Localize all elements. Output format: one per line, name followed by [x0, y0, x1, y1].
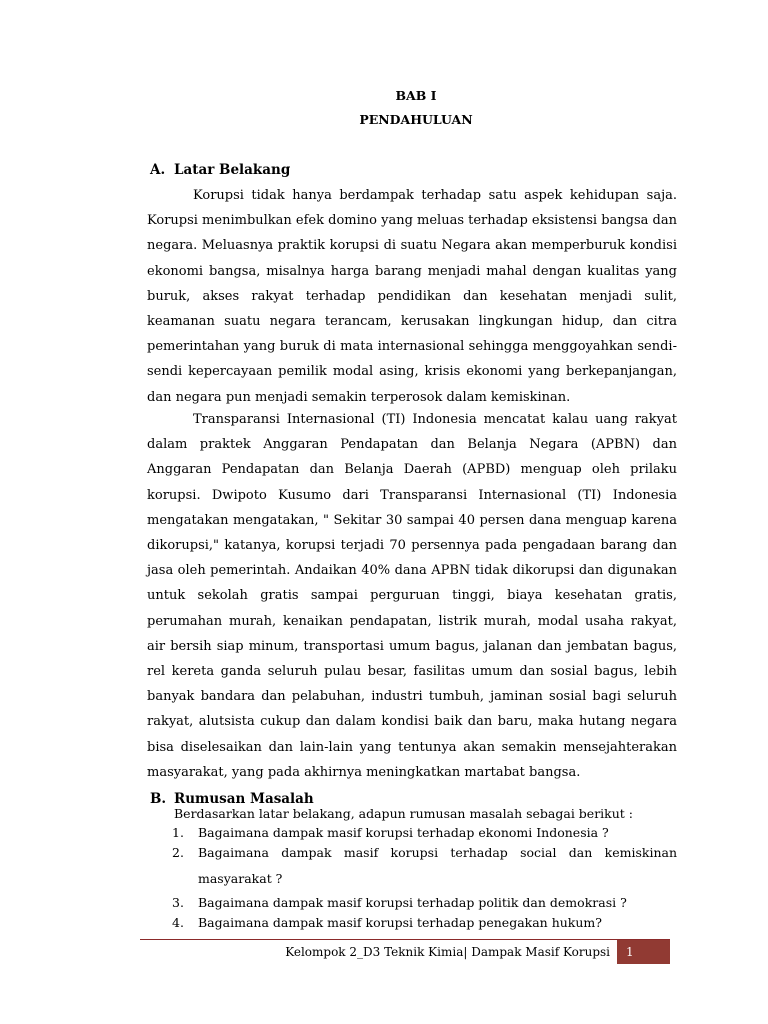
- chapter-number: BAB I: [395, 88, 437, 103]
- paragraph: Transparansi Internasional (TI) Indonesia mencatat kalau uang rakyat dalam praktek Anggaran Pendapatan dan Belanja Negara (APBN) dan Anggaran Pendapatan dan Belanja Daerah (APBD) menguap oleh prilaku korupsi. Dwipoto Kusumo dari Transparansi Internasional (TI) Indonesia mengatakan mengatakan, " Sekitar 30 sampai 40 persen dana menguap karena dikorupsi," katanya, korupsi terjadi 70 persennya pada pengadaan barang dan jasa oleh pemerintah. Andaikan 40% dana APBN tidak dikorupsi dan digunakan untuk sekolah gratis sampai perguruan tinggi, biaya kesehatan gratis, perumahan murah, kenaikan pendapatan, listrik murah, modal usaha rakyat, air bersih siap minum, transportasi umum bagus, jalanan dan jembatan bagus, rel kereta ganda seluruh pulau besar, fasilitas umum dan sosial bagus, lebih banyak bandara dan pelabuhan, industri tumbuh, jaminan sosial bagi seluruh rakyat, alutsista cukup dan dalam kondisi baik dan baru, maka hutang negara bisa diselesaikan dan lain-lain yang tentunya akan semakin mensejahterakan masyarakat, yang pada akhirnya meningkatkan martabat bangsa.: [147, 412, 677, 780]
- list-item-text: Bagaimana dampak masif korupsi terhadap penegakan hukum?: [198, 915, 602, 930]
- list-item: [172, 893, 677, 912]
- section-heading-latar-belakang: [150, 162, 290, 178]
- footer-text: Kelompok 2_D3 Teknik Kimia| Dampak Masif Korupsi: [285, 945, 610, 959]
- list-item-number: 1.: [172, 825, 184, 840]
- list-item-number: 3.: [172, 895, 184, 910]
- section-title: Rumusan Masalah: [174, 791, 314, 807]
- list-item-number: 2.: [172, 845, 184, 860]
- list-item-text: Bagaimana dampak masif korupsi terhadap social dan kemiskinan masyarakat ?: [198, 845, 677, 886]
- list-item-text: Bagaimana dampak masif korupsi terhadap ekonomi Indonesia ?: [198, 825, 609, 840]
- list-item-text: Bagaimana dampak masif korupsi terhadap politik dan demokrasi ?: [198, 895, 627, 910]
- list-item-number: 4.: [172, 915, 184, 930]
- footer-divider: [140, 939, 670, 940]
- chapter-title: PENDAHULUAN: [359, 112, 473, 127]
- page-number-badge: 1: [617, 940, 670, 964]
- section-letter: B.: [150, 791, 167, 807]
- section-title: Latar Belakang: [174, 162, 291, 178]
- paragraph: Korupsi tidak hanya berdampak terhadap satu aspek kehidupan saja. Korupsi menimbulkan efek domino yang meluas terhadap eksistensi bangsa dan negara. Meluasnya praktik korupsi di suatu Negara akan memperburuk kondisi ekonomi bangsa, misalnya harga barang menjadi mahal dengan kualitas yang buruk, akses rakyat terhadap pendidikan dan kesehatan menjadi sulit, keamanan suatu negara terancam, kerusakan lingkungan hidup, dan citra pemerintahan yang buruk di mata internasional sehingga menggoyahkan sendi-sendi kepercayaan pemilik modal asing, krisis ekonomi yang berkepanjangan, dan negara pun menjadi semakin terperosok dalam kemiskinan.: [147, 188, 677, 405]
- question-list: [172, 823, 677, 933]
- list-intro: Berdasarkan latar belakang, adapun rumusan masalah sebagai berikut :: [174, 806, 634, 821]
- section-letter: A.: [150, 162, 166, 178]
- section-heading-rumusan-masalah: [150, 791, 314, 807]
- list-item: [172, 843, 677, 892]
- list-item: [172, 913, 677, 932]
